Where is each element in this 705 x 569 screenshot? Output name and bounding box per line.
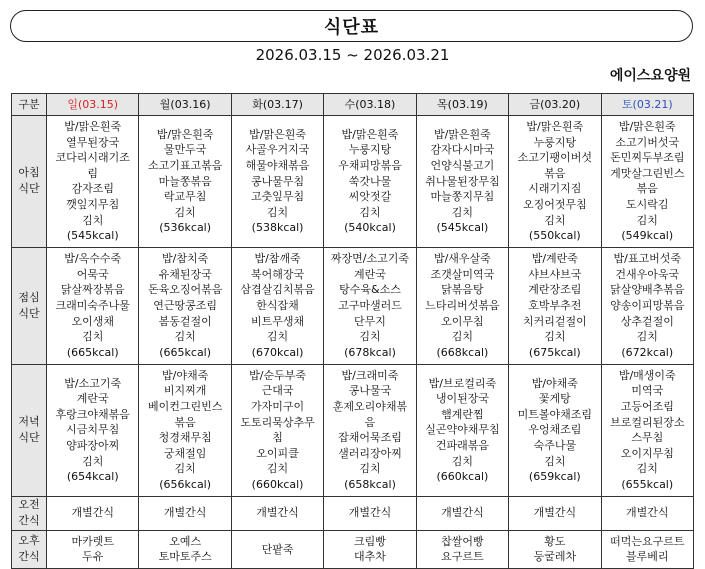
menu-cell	[139, 247, 231, 364]
menu-item: 냉이된장국	[435, 392, 489, 406]
row-label-line: 식단	[18, 182, 40, 196]
menu-item: 브로컬리된장소	[610, 415, 685, 429]
menu-item: 락교무침	[163, 190, 207, 204]
menu-item: (549kcal)	[621, 229, 674, 243]
menu-item: (656kcal)	[159, 478, 212, 492]
menu-item: 오이지무침	[620, 446, 674, 460]
menu-item: 크림빵	[354, 534, 386, 548]
menu-cell	[416, 364, 508, 496]
menu-item: 닭볶음탕	[441, 283, 484, 297]
menu-item: 마늘쫑볶음	[158, 174, 212, 188]
menu-item: 밥/맑은흰죽	[618, 120, 676, 133]
menu-item: 요구르트	[441, 550, 484, 564]
day-header-thu: 목(03.19)	[416, 94, 508, 116]
menu-item: 콩나물무침	[250, 174, 305, 188]
menu-cell	[601, 247, 693, 364]
menu-cell	[324, 247, 416, 364]
menu-item: 밥/맑은흰죽	[526, 120, 584, 133]
menu-item: 개별간식	[348, 506, 392, 520]
menu-item: 누룽지탕	[533, 135, 577, 149]
menu-cell	[231, 116, 323, 248]
menu-item: 코다리시래기조	[55, 151, 130, 165]
menu-cell	[47, 496, 139, 530]
menu-item: 삼겹살김치볶음	[240, 283, 315, 297]
menu-item: 도토리묵상추무	[240, 415, 315, 429]
row-label-line: 오후	[18, 534, 40, 548]
menu-item: 개별간식	[533, 506, 577, 520]
row-label-line: 저녁	[18, 415, 40, 429]
menu-item: 궁채절임	[163, 446, 207, 460]
menu-item: 게맛살그린빈스	[610, 166, 685, 180]
menu-item: 둥굴레차	[533, 550, 577, 564]
am-snack-row	[12, 496, 694, 530]
menu-item: 훈제오리야채볶	[332, 400, 408, 414]
menu-item: 오예스	[169, 534, 202, 548]
menu-item: 대추차	[354, 550, 386, 564]
menu-item: 김치	[174, 330, 196, 344]
menu-item: (658kcal)	[344, 478, 396, 492]
menu-item: 햄계란찜	[441, 407, 484, 421]
menu-item: (675kcal)	[528, 345, 581, 359]
menu-item: 유채된장국	[158, 267, 212, 281]
menu-item: 건파래볶음	[435, 439, 489, 453]
menu-item: 김치	[451, 330, 474, 344]
menu-cell	[139, 364, 231, 496]
day-header-tue: 화(03.17)	[231, 94, 323, 116]
menu-item: 밥/참깨죽	[254, 252, 301, 266]
menu-item: 계란국	[354, 267, 386, 281]
menu-item: 개별간식	[163, 506, 207, 520]
menu-cell	[231, 364, 323, 496]
menu-item: (538kcal)	[251, 221, 304, 235]
header-row	[12, 94, 694, 116]
menu-item: 도시락김	[626, 197, 669, 211]
menu-item: 음	[364, 415, 376, 429]
menu-item: 마카렛트	[71, 534, 114, 548]
menu-item: 누룽지탕	[348, 143, 392, 157]
menu-cell	[231, 530, 323, 568]
menu-item: 조갯살미역국	[430, 267, 495, 281]
menu-item: 오이생채	[71, 314, 114, 328]
menu-item: 연근땅콩조림	[153, 298, 218, 312]
menu-item: 닭살짜장볶음	[60, 283, 125, 297]
menu-item: 시래기지짐	[528, 182, 582, 196]
dinner-row	[12, 364, 694, 496]
menu-item: 계란장조림	[528, 283, 582, 297]
menu-item: 두유	[82, 550, 104, 564]
menu-item: 양파장아찌	[66, 439, 120, 453]
menu-item: 고춧잎무침	[250, 190, 305, 204]
menu-item: 닭살양배추볶음	[610, 283, 685, 297]
row-label-line: 점심	[18, 290, 40, 304]
menu-item: (678kcal)	[344, 345, 396, 359]
menu-item: 개별간식	[256, 506, 299, 520]
row-label-line: 아침	[18, 166, 40, 180]
menu-item: 비지찌개	[163, 384, 207, 398]
menu-item: 밥/표고버섯죽	[613, 252, 681, 266]
menu-item: 언양식불고기	[430, 158, 495, 172]
menu-item: 샤브샤브국	[528, 267, 582, 281]
menu-item: 오징어젓무침	[522, 197, 587, 211]
menu-item: 감자다시마국	[430, 143, 495, 157]
menu-item: 짜장면/소고기죽	[330, 252, 410, 266]
organization-name: 에이스요양원	[609, 68, 691, 84]
menu-item: 김치	[82, 330, 104, 344]
menu-cell	[509, 247, 601, 364]
menu-item: 고등어조림	[620, 400, 674, 414]
menu-item: 김치	[174, 462, 196, 476]
menu-item: 김치	[266, 462, 289, 476]
menu-item: 북어해장국	[250, 267, 305, 281]
menu-item: 밥/브로컬리죽	[428, 376, 497, 390]
menu-cell	[231, 247, 323, 364]
day-header-mon: 월(03.16)	[139, 94, 231, 116]
menu-item: (672kcal)	[621, 345, 674, 359]
menu-item: 쑥갓나물	[348, 174, 392, 188]
menu-cell	[139, 116, 231, 248]
menu-item: 시금치무침	[66, 423, 120, 437]
menu-item: 김치	[451, 205, 474, 219]
menu-cell	[139, 496, 231, 530]
menu-cell	[324, 364, 416, 496]
menu-item: 건새우아욱국	[615, 267, 680, 281]
menu-item: 밥/계란죽	[531, 252, 578, 266]
menu-item: 어묵국	[76, 267, 109, 281]
menu-cell	[601, 364, 693, 496]
day-header-sat: 토(03.21)	[601, 94, 693, 116]
row-label-line: 식단	[18, 431, 40, 445]
menu-item: 김치	[359, 462, 381, 476]
menu-item: 꽃게탕	[538, 392, 571, 406]
menu-item: 미트볼야채조림	[517, 407, 593, 421]
menu-title-box	[10, 10, 693, 42]
menu-item: 밥/야채죽	[162, 368, 209, 382]
pm-snack-label	[12, 530, 47, 568]
menu-item: 호박부추전	[528, 298, 582, 312]
menu-item: 오이피클	[256, 446, 299, 460]
menu-cell	[416, 530, 508, 568]
menu-item: (545kcal)	[436, 221, 489, 235]
menu-item: 밥/맑은흰죽	[341, 127, 399, 141]
menu-item: 실곤약야채무침	[425, 423, 500, 437]
menu-item: 김치	[544, 213, 566, 227]
menu-item: 가자미구이	[250, 400, 305, 414]
menu-cell	[416, 116, 508, 248]
menu-item: 사골우거지국	[245, 143, 310, 157]
menu-item: 황도	[544, 534, 566, 548]
menu-cell	[47, 364, 139, 496]
menu-item: 김치	[636, 213, 658, 227]
menu-item: 한식잡채	[256, 298, 299, 312]
menu-cell	[601, 496, 693, 530]
menu-item: 감자조림	[71, 182, 114, 196]
menu-cell	[47, 530, 139, 568]
menu-item: 볶음	[174, 415, 196, 429]
am-snack-label	[12, 496, 47, 530]
menu-item: 소고기버섯국	[615, 135, 680, 149]
menu-item: 소고기팽이버섯	[517, 151, 593, 165]
day-header-wed: 수(03.18)	[324, 94, 416, 116]
menu-item: 밥/맑은흰죽	[64, 120, 122, 133]
menu-cell	[601, 530, 693, 568]
breakfast-label	[12, 116, 47, 248]
menu-item: 양송이피망볶음	[610, 298, 685, 312]
menu-item: 청경채무침	[158, 431, 212, 445]
menu-cell	[509, 116, 601, 248]
menu-item: 물만두국	[163, 143, 207, 157]
menu-item: 김치	[359, 330, 381, 344]
menu-item: 돈육오징어볶음	[147, 283, 223, 297]
menu-item: 개별간식	[71, 506, 114, 520]
menu-cell	[509, 530, 601, 568]
menu-item: 밥/맑은흰죽	[156, 127, 214, 141]
menu-item: 개별간식	[626, 506, 669, 520]
menu-item: 근대국	[261, 384, 294, 398]
menu-item: (545kcal)	[66, 229, 119, 243]
row-label-line: 간식	[18, 514, 40, 528]
menu-item: 단무지	[354, 314, 386, 328]
menu-item: 볶음	[636, 182, 658, 196]
menu-item: (550kcal)	[528, 229, 581, 243]
menu-cell	[47, 116, 139, 248]
menu-item: 밥/맑은흰죽	[249, 127, 306, 141]
menu-item: 상추겉절이	[620, 314, 674, 328]
header-label: 구분	[12, 94, 47, 116]
menu-cell	[139, 530, 231, 568]
lunch-row	[12, 247, 694, 364]
menu-item: 밥/소고기죽	[64, 376, 122, 390]
menu-item: 떠먹는요구르트	[610, 534, 685, 548]
menu-item: 밥/참치죽	[162, 252, 209, 266]
menu-item: 단팥죽	[261, 542, 294, 556]
row-label-line: 식단	[18, 306, 40, 320]
menu-item: 스무침	[631, 431, 664, 445]
menu-cell	[416, 496, 508, 530]
menu-cell	[324, 116, 416, 248]
menu-item: 밥/크래미죽	[341, 368, 399, 382]
menu-cell	[324, 530, 416, 568]
menu-item: 밥/매생이죽	[618, 368, 676, 382]
menu-item: 씨앗젓갈	[348, 190, 392, 204]
menu-cell	[47, 247, 139, 364]
menu-item: 탕수육&소스	[339, 283, 401, 297]
menu-item: (654kcal)	[66, 470, 119, 484]
menu-item: (668kcal)	[436, 345, 489, 359]
meal-plan-table	[11, 93, 694, 569]
menu-item: 우엉채조림	[528, 423, 582, 437]
menu-item: 김치	[544, 454, 566, 468]
row-label-line: 오전	[18, 498, 40, 512]
menu-item: 콩나물국	[348, 384, 392, 398]
menu-item: (665kcal)	[159, 345, 212, 359]
menu-cell	[509, 364, 601, 496]
menu-item: 느타리버섯볶음	[425, 298, 500, 312]
menu-item: 김치	[636, 462, 658, 476]
menu-item: 우채피망볶음	[338, 158, 402, 172]
menu-item: 김치	[451, 454, 474, 468]
menu-item: (536kcal)	[159, 221, 212, 235]
menu-item: 김치	[359, 205, 381, 219]
menu-item: 치커리겉절이	[522, 314, 587, 328]
menu-item: 밥/새우살죽	[433, 252, 491, 266]
dinner-label	[12, 364, 47, 496]
menu-item: 고구마샐러드	[338, 298, 402, 312]
menu-item: 봄동겉절이	[158, 314, 212, 328]
menu-item: (655kcal)	[621, 478, 674, 492]
menu-item: (660kcal)	[436, 470, 489, 484]
menu-item: 숙주나물	[533, 439, 577, 453]
breakfast-row	[12, 116, 694, 248]
menu-item: 비트무생채	[250, 314, 305, 328]
menu-item: 베이컨그린빈스	[147, 400, 223, 414]
date-range: 2026.03.15 ~ 2026.03.21	[255, 46, 450, 64]
menu-item: 림	[87, 166, 99, 180]
menu-item: 개별간식	[441, 506, 484, 520]
menu-item: 해물야채볶음	[245, 158, 310, 172]
menu-item: 계란국	[76, 392, 109, 406]
menu-item: (540kcal)	[344, 221, 396, 235]
pm-snack-row	[12, 530, 694, 568]
menu-item: 김치	[174, 205, 196, 219]
menu-item: 김치	[266, 205, 289, 219]
menu-item: 크래미숙주나물	[55, 298, 130, 312]
menu-item: (670kcal)	[251, 345, 304, 359]
menu-item: 샐러리장아찌	[338, 446, 402, 460]
page-title: 식단표	[323, 17, 380, 38]
row-label-line: 간식	[18, 550, 40, 564]
menu-item: 돈민찌두부조림	[610, 151, 685, 165]
menu-item: 김치	[82, 454, 104, 468]
menu-item: 밥/순두부죽	[249, 368, 306, 382]
menu-item: 찹쌀어빵	[441, 534, 484, 548]
menu-item: 열무된장국	[66, 135, 120, 149]
menu-item: 후랑크야채볶음	[55, 407, 130, 421]
menu-item: 밥/맑은흰죽	[433, 127, 491, 141]
lunch-label	[12, 247, 47, 364]
menu-item: 침	[272, 431, 283, 445]
menu-item: 잡채어묵조림	[338, 431, 402, 445]
menu-item: 취나물된장무침	[425, 174, 500, 188]
menu-cell	[231, 496, 323, 530]
menu-item: 김치	[266, 330, 289, 344]
menu-item: (665kcal)	[66, 345, 119, 359]
menu-cell	[416, 247, 508, 364]
menu-item: 볶음	[544, 166, 566, 180]
menu-item: 김치	[82, 213, 104, 227]
menu-item: 오이무침	[441, 314, 484, 328]
day-header-fri: 금(03.20)	[509, 94, 601, 116]
menu-cell	[601, 116, 693, 248]
day-header-sun: 일(03.15)	[47, 94, 139, 116]
menu-item: 밥/옥수수죽	[64, 252, 122, 266]
menu-item: (660kcal)	[251, 478, 304, 492]
menu-item: 김치	[544, 330, 566, 344]
menu-item: 마늘쫑지무침	[430, 190, 495, 204]
menu-item: 소고기표고볶음	[147, 158, 223, 172]
menu-cell	[509, 496, 601, 530]
menu-cell	[324, 496, 416, 530]
menu-item: 밥/야채죽	[531, 376, 578, 390]
menu-item: 토마토주스	[158, 550, 212, 564]
menu-item: (659kcal)	[528, 470, 581, 484]
menu-item: 김치	[636, 330, 658, 344]
menu-item: 블루베리	[626, 550, 669, 564]
menu-item: 미역국	[631, 384, 664, 398]
menu-item: 깻잎지무침	[66, 197, 120, 211]
